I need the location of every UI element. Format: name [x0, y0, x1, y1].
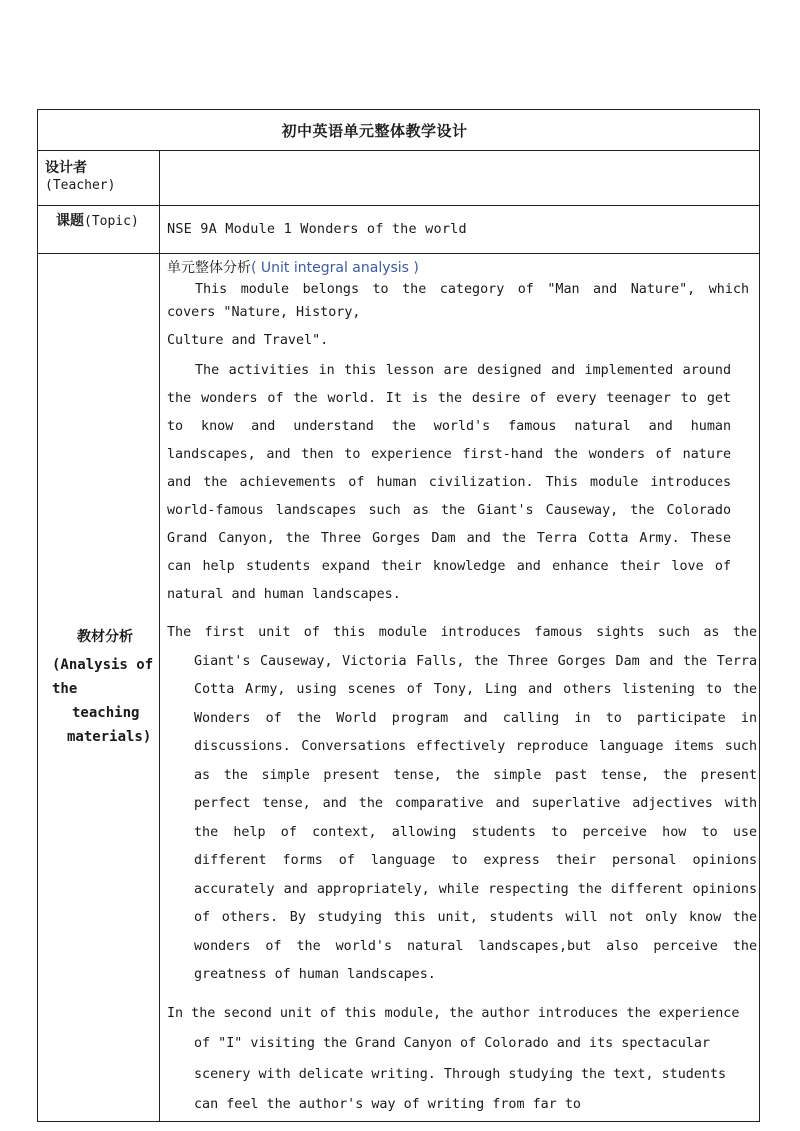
paragraph-4: In the second unit of this module, the author introduces the experience of "I" visiting the Grand Canyon of Colorado and its spectacular scenery with delicate writing. Through studying the text, students can feel the author's way of writing from far to: [167, 1005, 740, 1112]
paragraph-3: The first unit of this module introduces famous sights such as the Giant's Causeway, Victoria Falls, the Three Gorges Dam and the Terra Cotta Army, using scenes of Tony, Ling and others listening to the Wonders of the World program and calling in to participate in discussions. Conversations effectively reproduce language items such as the simple present tense, the simple past tense, the present perfect tense, and the comparative and superlative adjectives with the help of context, allowing students to perceive how to use different forms of language to express their personal opinions accurately and appropriately, while respecting the different opinions of others. By studying this unit, students will not only know the wonders of the world's natural landscapes,but also perceive the greatness of human landscapes.: [167, 625, 758, 982]
topic-value-cell: [160, 206, 760, 254]
topic-value: NSE 9A Module 1 Wonders of the world: [167, 221, 467, 237]
document-title: 初中英语单元整体教学设计: [281, 121, 468, 140]
analysis-content-cell: [160, 254, 760, 1122]
title-row: [38, 110, 760, 151]
topic-label-en: (Topic): [84, 214, 139, 229]
topic-row: [38, 206, 760, 254]
section-heading-en: ( Unit integral analysis ): [251, 260, 419, 276]
designer-value-cell: [160, 151, 760, 206]
section-heading: [167, 258, 759, 278]
analysis-label-en-4: materials): [67, 729, 152, 746]
analysis-label-en-3: teaching: [72, 705, 140, 722]
designer-row: [38, 151, 760, 206]
lesson-design-table: [37, 109, 760, 1122]
document-title-cell: [38, 110, 760, 151]
paragraph-1: This module belongs to the category of "Man and Nature", which covers "Nature, History,: [167, 282, 750, 320]
paragraph-2: The activities in this lesson are designed and implemented around the wonders of the world. It is the desire of every teenager to get to know and understand the world's famous natural and human landscapes, and then to experience first-hand the wonders of nature and the achievements of human civilization. This module introduces world-famous landscapes such as the Giant's Causeway, the Colorado Grand Canyon, the Three Gorges Dam and the Terra Cotta Army. These can help students expand their knowledge and enhance their love of natural and human landscapes.: [167, 363, 732, 602]
paragraph-1b: Culture and Travel".: [167, 333, 329, 348]
analysis-label-en-1: (Analysis of: [52, 657, 154, 674]
section-heading-zh: 单元整体分析: [167, 260, 251, 276]
designer-label-cell: [38, 151, 160, 206]
analysis-label-zh: 教材分析: [77, 629, 133, 646]
designer-label-en: (Teacher): [45, 178, 116, 193]
topic-label-cell: [38, 206, 160, 254]
designer-label-zh: 设计者: [45, 160, 87, 176]
topic-label-zh: 课题: [56, 213, 84, 229]
analysis-label-en-2: the: [52, 681, 78, 698]
analysis-label-cell: [38, 254, 160, 1122]
analysis-row: [38, 254, 760, 1122]
